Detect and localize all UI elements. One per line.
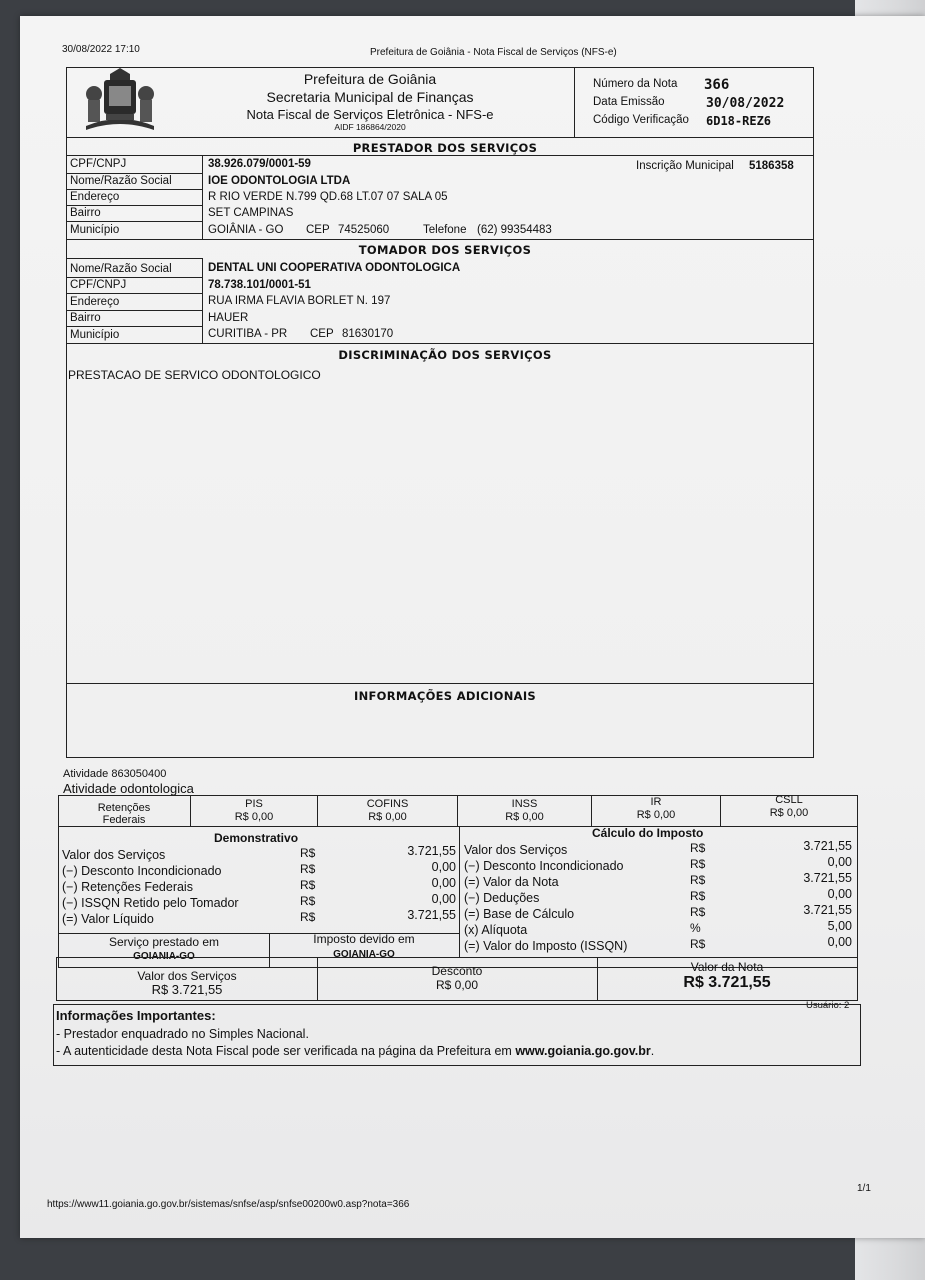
demonstrativo-row-label: (−) Retenções Federais <box>62 880 193 894</box>
atividade-code-label: Atividade <box>63 768 109 780</box>
calculo-row-value: 0,00 <box>827 855 852 869</box>
demonstrativo-row-currency: R$ <box>300 862 316 876</box>
footer-page: 1/1 <box>857 1183 871 1194</box>
calculo-row-label: (−) Deduções <box>464 891 540 905</box>
discriminacao-text: PRESTACAO DE SERVICO ODONTOLOGICO <box>68 368 321 382</box>
demonstrativo-row-value: 0,00 <box>431 892 456 906</box>
total-desconto <box>318 964 596 992</box>
total-nota <box>598 959 856 991</box>
demonstrativo-row-currency: R$ <box>300 894 316 908</box>
importantes-title: Informações Importantes: <box>56 1008 216 1023</box>
prestador-cpf-label: CPF/CNPJ <box>70 158 127 170</box>
servico-prestado-value: GOIANIA-GO <box>133 951 195 962</box>
header-prefeitura: Prefeitura de Goiânia <box>303 71 437 87</box>
prestador-endereco-value: R RIO VERDE N.799 QD.68 LT.07 07 SALA 05 <box>208 191 448 203</box>
retencao-ir-value: R$ 0,00 <box>636 809 676 821</box>
imposto-devido-label: Imposto devido em <box>313 932 415 946</box>
header-secretaria: Secretaria Municipal de Finanças <box>266 89 474 105</box>
tomador-nome-label: Nome/Razão Social <box>70 263 172 275</box>
servico-prestado-label: Serviço prestado em <box>108 935 220 949</box>
total-nota-value: R$ 3.721,55 <box>683 974 771 991</box>
calculo-row-currency: R$ <box>690 889 706 903</box>
prestador-cpf-value: 38.926.079/0001-59 <box>208 158 311 170</box>
calculo-row-value: 0,00 <box>827 887 852 901</box>
demonstrativo-row-label: (=) Valor Líquido <box>62 912 154 926</box>
retencao-csll-value: R$ 0,00 <box>769 807 809 819</box>
retencao-inss-value: R$ 0,00 <box>505 811 544 823</box>
tomador-bairro-value: HAUER <box>208 312 249 324</box>
calculo-row-value: 3.721,55 <box>803 839 852 853</box>
demonstrativo-row-value: 3.721,55 <box>407 908 456 922</box>
discriminacao-section-title: DISCRIMINAÇÃO DOS SERVIÇOS <box>338 348 552 362</box>
tomador-cep-value: 81630170 <box>342 328 394 340</box>
calculo-row-value: 3.721,55 <box>803 903 852 917</box>
retencoes-label <box>60 802 188 826</box>
atividade-code <box>63 768 166 780</box>
footer-url[interactable]: https://www11.goiania.go.gov.br/sistemas/snfse/asp/snfse00200w0.asp?nota=366 <box>47 1199 410 1210</box>
tomador-bairro-label: Bairro <box>70 312 101 324</box>
codigo-verificacao-label: Código Verificação <box>593 114 689 126</box>
data-emissao-value: 30/08/2022 <box>706 96 785 111</box>
tomador-endereco-label: Endereço <box>70 296 120 308</box>
calculo-row-value: 0,00 <box>827 935 852 949</box>
inscricao-municipal-label: Inscrição Municipal <box>636 160 734 172</box>
prestador-nome-value: IOE ODONTOLOGIA LTDA <box>208 175 351 187</box>
prestador-endereco-label: Endereço <box>70 191 120 203</box>
numero-nota-label: Número da Nota <box>593 78 678 90</box>
prefeitura-link[interactable]: www.goiania.go.gov.br <box>515 1044 651 1058</box>
calculo-row-value: 3.721,55 <box>803 871 852 885</box>
tomador-endereco-value: RUA IRMA FLAVIA BORLET N. 197 <box>208 295 391 307</box>
calculo-row-currency: R$ <box>690 937 706 951</box>
print-datetime: 30/08/2022 17:10 <box>62 44 140 55</box>
atividade-description: Atividade odontologica <box>63 781 194 796</box>
calculo-row-label: (=) Base de Cálculo <box>464 907 575 921</box>
tomador-municipio-label: Município <box>70 329 120 341</box>
tomador-municipio-value: CURITIBA - PR <box>208 328 288 340</box>
total-servicos <box>58 969 316 997</box>
retencao-cofins-name: COFINS <box>366 798 409 810</box>
demonstrativo-title: Demonstrativo <box>214 831 299 845</box>
calculo-row-value: 5,00 <box>827 919 852 933</box>
importantes-line1: - Prestador enquadrado no Simples Nacional. <box>56 1027 309 1041</box>
retencao-cofins <box>319 798 456 824</box>
calculo-row-label: (x) Alíquota <box>464 923 528 937</box>
demonstrativo-row-label: (−) Desconto Incondicionado <box>62 864 222 878</box>
tomador-section-title: TOMADOR DOS SERVIÇOS <box>358 243 532 257</box>
importantes-line2-text: - A autenticidade desta Nota Fiscal pode ser verificada na página da Prefeitura em <box>56 1044 516 1058</box>
retencao-csll-name: CSLL <box>775 794 803 806</box>
header-nfse-title: Nota Fiscal de Serviços Eletrônica - NFS-e <box>246 107 494 122</box>
inscricao-municipal-value: 5186358 <box>749 160 794 172</box>
prestador-municipio-label: Município <box>70 224 120 236</box>
prestador-telefone-value: (62) 99354483 <box>477 224 552 236</box>
prestador-bairro-value: SET CAMPINAS <box>208 207 294 219</box>
demonstrativo-row-label: (−) ISSQN Retido pelo Tomador <box>62 896 239 910</box>
demonstrativo-row-currency: R$ <box>300 878 316 892</box>
demonstrativo-row-value: 0,00 <box>431 860 456 874</box>
calculo-row-label: (=) Valor da Nota <box>464 875 559 889</box>
retencao-ir-name: IR <box>650 796 662 808</box>
calculo-row-label: (=) Valor do Imposto (ISSQN) <box>464 939 628 953</box>
tomador-cpf-value: 78.738.101/0001-51 <box>208 279 311 291</box>
prestador-section-title: PRESTADOR DOS SERVIÇOS <box>352 141 538 155</box>
importantes-line2 <box>56 1044 654 1058</box>
nfse-document <box>20 16 925 1238</box>
atividade-code-value: 863050400 <box>111 768 167 780</box>
demonstrativo-row-value: 0,00 <box>431 876 456 890</box>
retencao-cofins-value: R$ 0,00 <box>368 811 407 823</box>
total-servicos-value: R$ 3.721,55 <box>151 982 223 997</box>
data-emissao-label: Data Emissão <box>593 96 665 108</box>
importantes-line2-suffix: . <box>650 1044 655 1058</box>
prestador-cep-label: CEP <box>306 224 330 236</box>
calculo-row-currency: R$ <box>690 905 706 919</box>
retencao-pis-value: R$ 0,00 <box>234 811 274 823</box>
total-nota-label: Valor da Nota <box>690 960 764 974</box>
demonstrativo-row-value: 3.721,55 <box>407 844 456 858</box>
imposto-devido-value: GOIANIA-GO <box>333 949 395 960</box>
prestador-municipio-value: GOIÂNIA - GO <box>208 224 284 236</box>
retencoes-label-line2: Federais <box>102 814 146 826</box>
calculo-row-currency: R$ <box>690 857 706 871</box>
calculo-row-label: Valor dos Serviços <box>464 843 568 857</box>
numero-nota-value: 366 <box>704 77 730 93</box>
tomador-cep-label: CEP <box>310 328 334 340</box>
total-desconto-value: R$ 0,00 <box>435 978 479 992</box>
coat-of-arms-icon <box>80 68 160 134</box>
header-aidf: AIDF 186864/2020 <box>334 122 406 132</box>
retencao-ir <box>593 796 719 822</box>
demonstrativo-row-label: Valor dos Serviços <box>62 848 166 862</box>
demonstrativo-row-currency: R$ <box>300 846 316 860</box>
calculo-title: Cálculo do Imposto <box>592 826 704 840</box>
usuario-label: Usuário: 2 <box>806 1000 850 1011</box>
prestador-nome-label: Nome/Razão Social <box>70 175 172 187</box>
calculo-row-currency: R$ <box>690 841 706 855</box>
retencao-pis-name: PIS <box>245 798 263 810</box>
codigo-verificacao-value: 6D18-REZ6 <box>706 114 772 128</box>
info-adicionais-section-title: INFORMAÇÕES ADICIONAIS <box>354 689 536 703</box>
retencao-inss-name: INSS <box>511 798 538 810</box>
total-desconto-label: Desconto <box>431 964 483 978</box>
print-title: Prefeitura de Goiânia - Nota Fiscal de Serviços (NFS-e) <box>370 47 617 58</box>
prestador-telefone-label: Telefone <box>423 224 467 236</box>
retencoes-label-line1: Retenções <box>97 802 151 814</box>
calculo-row-label: (−) Desconto Incondicionado <box>464 859 624 873</box>
demonstrativo-row-currency: R$ <box>300 910 316 924</box>
prestador-bairro-label: Bairro <box>70 207 101 219</box>
retencao-csll <box>722 794 856 820</box>
tomador-nome-value: DENTAL UNI COOPERATIVA ODONTOLOGICA <box>208 262 461 274</box>
retencao-pis <box>192 798 316 824</box>
tomador-cpf-label: CPF/CNPJ <box>70 279 127 291</box>
total-servicos-label: Valor dos Serviços <box>137 969 237 983</box>
retencao-inss <box>459 798 590 824</box>
calculo-row-currency: R$ <box>690 873 706 887</box>
calculo-row-currency: % <box>690 921 701 935</box>
prestador-cep-value: 74525060 <box>338 224 390 236</box>
